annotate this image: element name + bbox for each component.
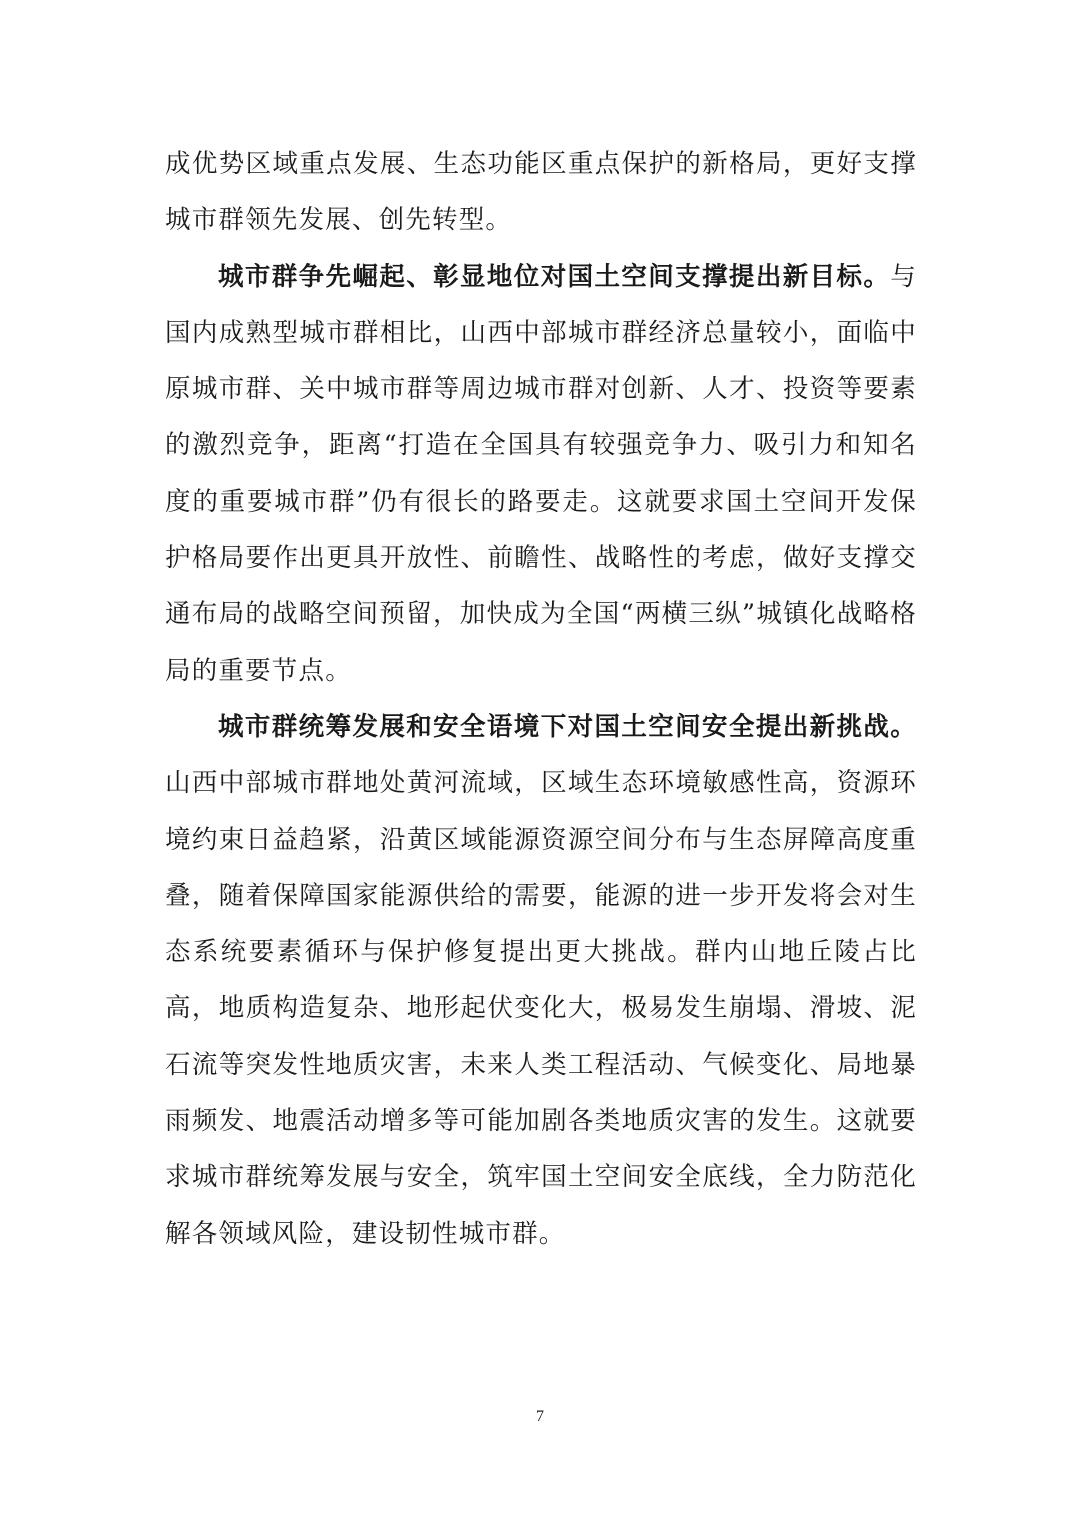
- paragraph-continuation: [165, 136, 917, 249]
- paragraph-2-body: 与国内成熟型城市群相比，山西中部城市群经济总量较小，面临中原城市群、关中城市群等周边城市群对创新、人才、投资等要素的激烈竞争，距离“打造在全国具有较强竞争力、吸引力和知名度的重要城市群”仍有很长的路要走。这就要求国土空间开发保护格局要作出更具开放性、前瞻性、战略性的考虑，做好支撑交通布局的战略空间预留，加快成为全国“两横三纵”城镇化战略格局的重要节点。: [165, 261, 917, 686]
- page-number: 7: [536, 1408, 544, 1425]
- paragraph-new-challenges: [165, 699, 917, 1262]
- body-text: [165, 136, 917, 1262]
- paragraph-new-goals: [165, 249, 917, 699]
- paragraph-1-body: 成优势区域重点发展、生态功能区重点保护的新格局，更好支撑城市群领先发展、创先转型。: [165, 149, 917, 236]
- paragraph-3-body: 山西中部城市群地处黄河流域，区域生态环境敏感性高，资源环境约束日益趋紧，沿黄区域能源资源空间分布与生态屏障高度重叠，随着保障国家能源供给的需要，能源的进一步开发将会对生态系统要素循环与保护修复提出更大挑战。群内山地丘陵占比高，地质构造复杂、地形起伏变化大，极易发生崩塌、滑坡、泥石流等突发性地质灾害，未来人类工程活动、气候变化、局地暴雨频发、地震活动增多等可能加剧各类地质灾害的发生。这就要求城市群统筹发展与安全，筑牢国土空间安全底线，全力防范化解各领域风险，建设韧性城市群。: [165, 768, 917, 1249]
- paragraph-2-heading: 城市群争先崛起、彰显地位对国土空间支撑提出新目标。: [218, 261, 891, 292]
- paragraph-3-heading: 城市群统筹发展和安全语境下对国土空间安全提出新挑战。: [218, 711, 917, 742]
